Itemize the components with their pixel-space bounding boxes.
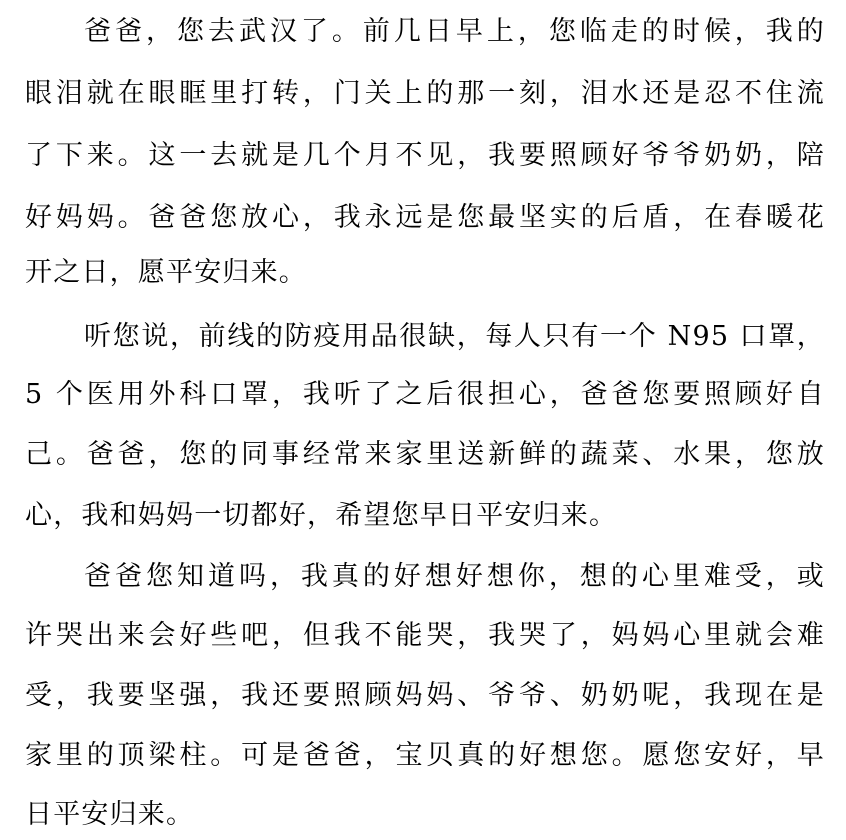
paragraph-1-line-2: 眼泪就在眼眶里打转，门关上的那一刻，泪水还是忍不住流: [25, 78, 825, 109]
paragraph-3-line-4: 家里的顶梁柱。可是爸爸，宝贝真的好想您。愿您安好，早: [25, 740, 825, 771]
paragraph-1-line-4: 好妈妈。爸爸您放心，我永远是您最坚实的后盾，在春暖花: [25, 202, 825, 233]
paragraph-1-line-3: 了下来。这一去就是几个月不见，我要照顾好爷爷奶奶，陪: [25, 140, 825, 171]
paragraph-2-line-2: 5 个医用外科口罩，我听了之后很担心，爸爸您要照顾好自: [25, 379, 825, 410]
paragraph-3-line-1: 爸爸您知道吗，我真的好想好想你，想的心里难受，或: [84, 561, 825, 592]
paragraph-2-line-3: 己。爸爸，您的同事经常来家里送新鲜的蔬菜、水果，您放: [25, 439, 825, 470]
paragraph-3-line-5: 日平安归来。: [25, 799, 195, 830]
paragraph-2-line-1: 听您说，前线的防疫用品很缺，每人只有一个 N95 口罩，: [84, 321, 825, 352]
paragraph-3-line-2: 许哭出来会好些吧，但我不能哭，我哭了，妈妈心里就会难: [25, 620, 825, 651]
paragraph-1-line-1: 爸爸，您去武汉了。前几日早上，您临走的时候，我的: [84, 16, 825, 47]
paragraph-3-line-3: 受，我要坚强，我还要照顾妈妈、爷爷、奶奶呢，我现在是: [25, 680, 825, 711]
paragraph-2-line-4: 心，我和妈妈一切都好，希望您早日平安归来。: [25, 500, 618, 531]
paragraph-1-line-5: 开之日，愿平安归来。: [25, 257, 307, 288]
